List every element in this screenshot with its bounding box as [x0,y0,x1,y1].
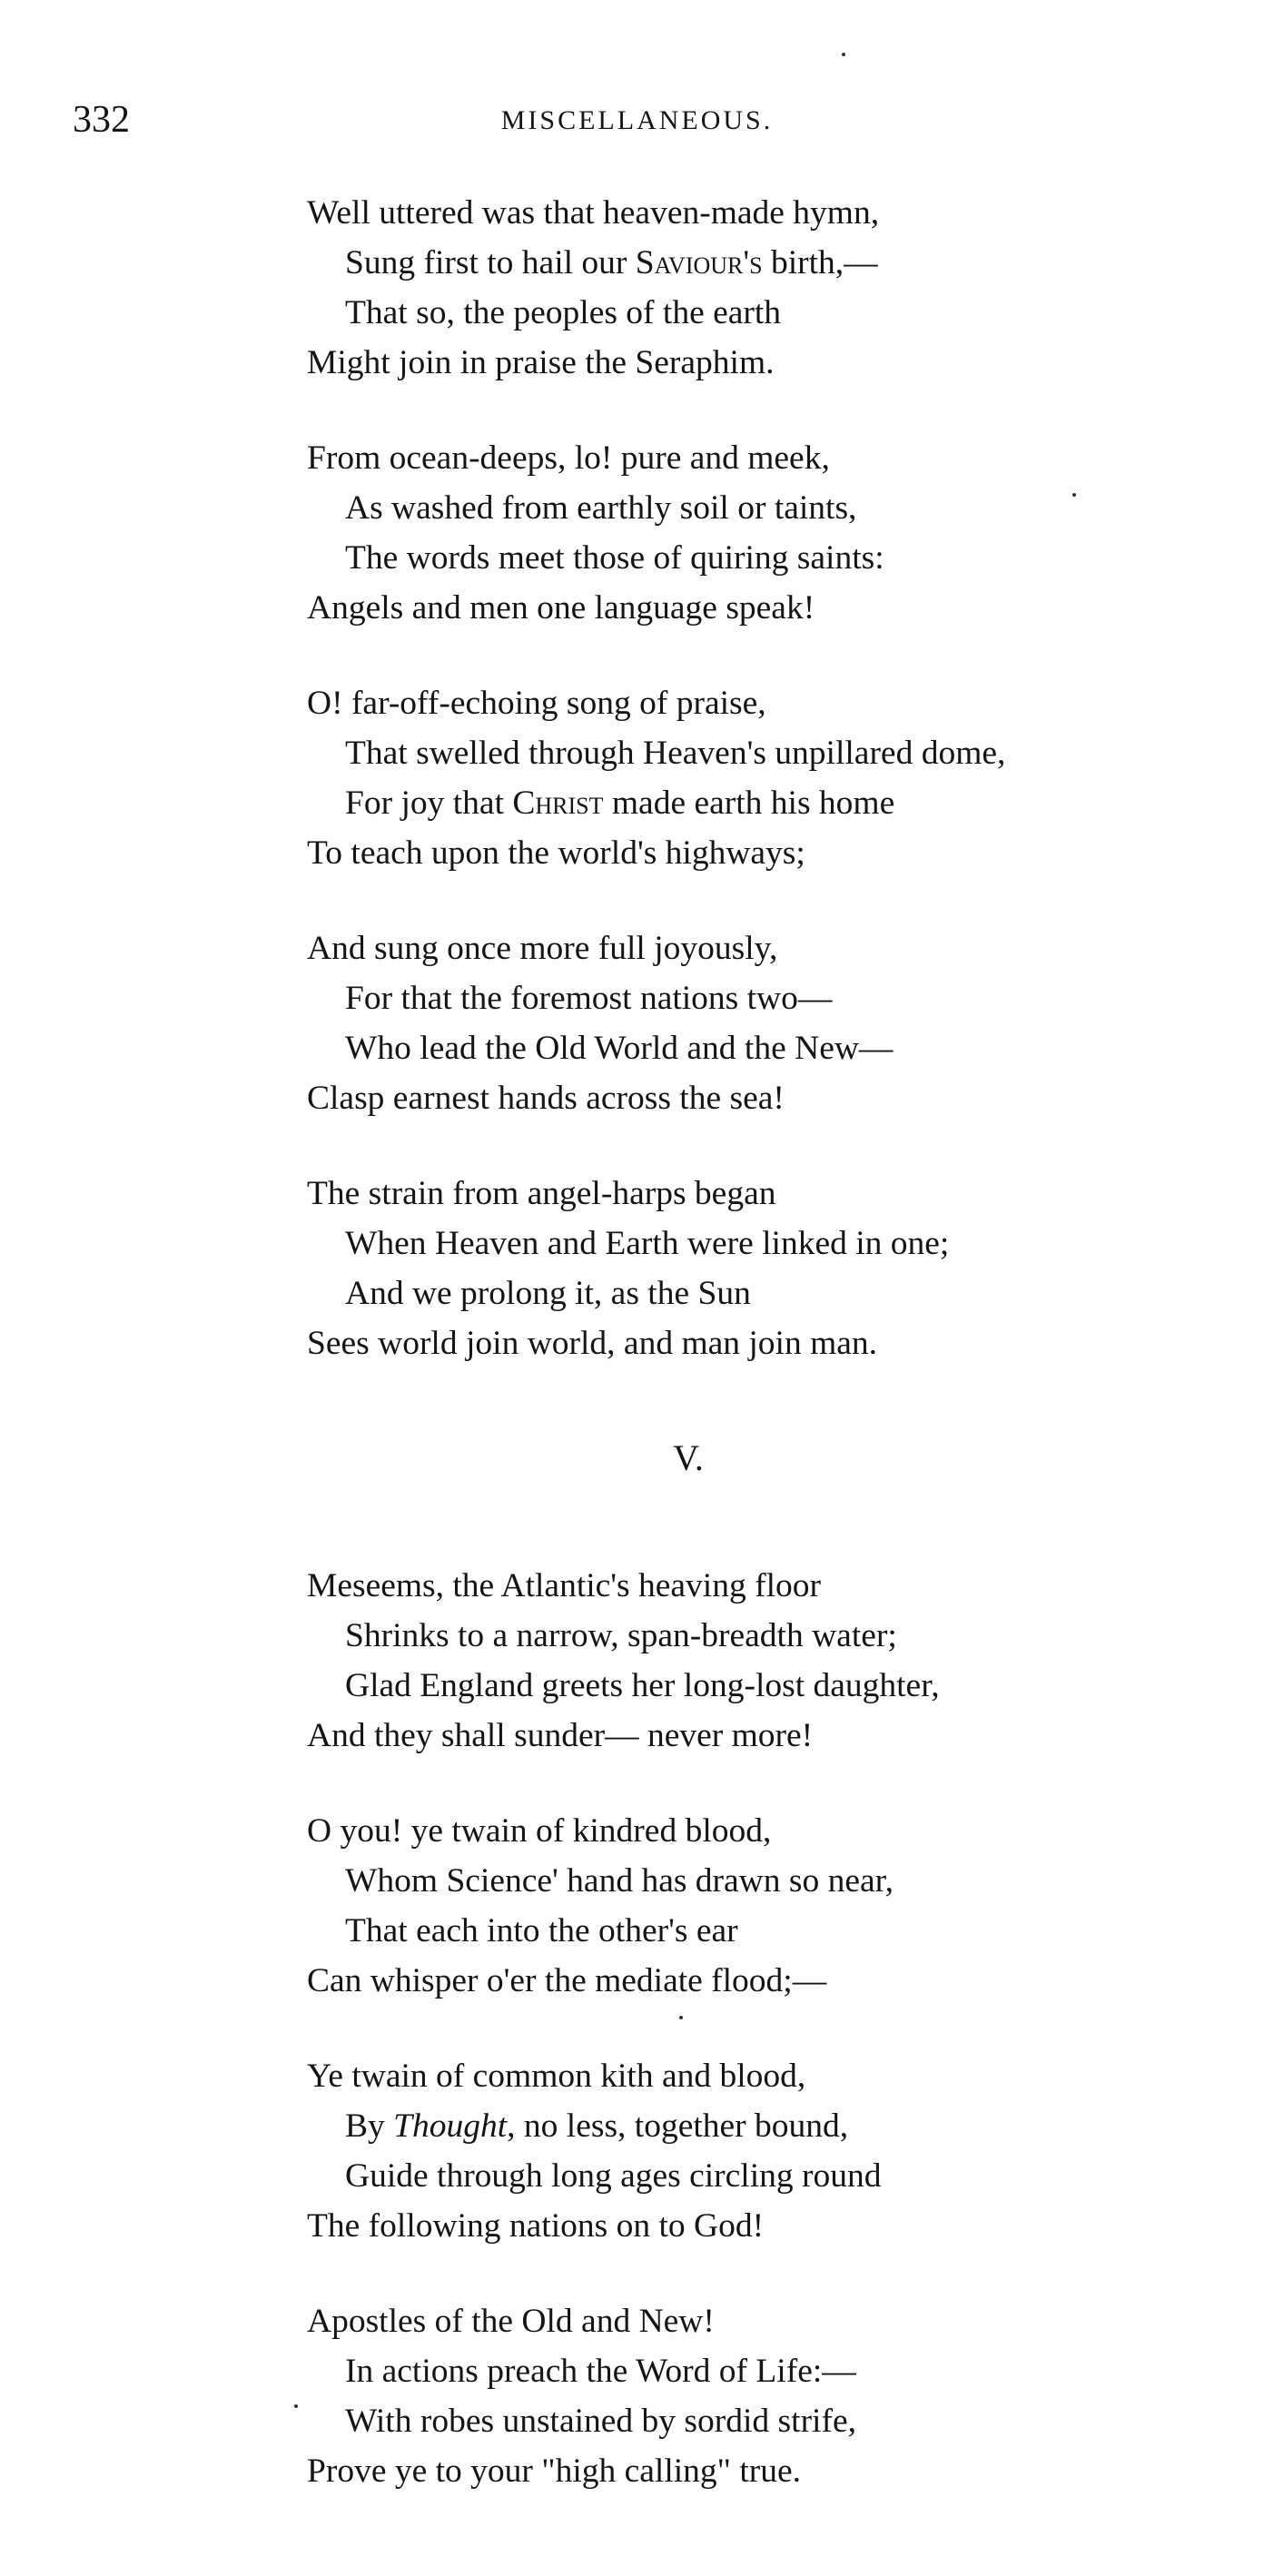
verse-line: And they shall sunder— never more! [307,1717,814,1754]
verse-line: That so, the peoples of the earth [345,294,782,331]
poem-section-v [307,1561,1233,2496]
running-head: MISCELLANEOUS. [500,105,774,135]
poem-body [307,188,1233,2496]
verse-line: For joy that Christ made earth his home [345,785,895,822]
page-header [0,98,1274,153]
verse-line: From ocean-deeps, lo! pure and meek, [307,439,830,477]
verse-line: Might join in praise the Seraphim. [307,344,775,381]
print-speck [679,2016,683,2019]
verse-line: Sees world join world, and man join man. [307,1325,878,1362]
stanza [307,923,1233,1123]
verse-line: Ye twain of common kith and blood, [307,2058,806,2095]
verse-line: When Heaven and Earth were linked in one; [345,1225,950,1262]
stanza [307,2051,1233,2251]
verse-line: To teach upon the world's highways; [307,834,805,872]
verse-line: The words meet those of quiring saints: [345,539,884,577]
stanza [307,678,1233,878]
verse-line: Sung first to hail our Saviour's birth,— [345,244,878,281]
verse-line: That swelled through Heaven's unpillared dome, [345,735,1006,772]
verse-line: Whom Science' hand has drawn so near, [345,1862,894,1900]
stanza [307,1806,1233,2006]
verse-line: O you! ye twain of kindred blood, [307,1812,772,1850]
verse-line: Glad England greets her long-lost daughter, [345,1667,940,1704]
verse-line: That each into the other's ear [345,1912,738,1949]
poem-section-continued [307,188,1233,1368]
verse-line: Can whisper o'er the mediate flood;— [307,1962,827,1999]
verse-line: The following nations on to God! [307,2207,765,2245]
stanza [307,1169,1233,1368]
stanza [307,188,1233,388]
verse-line: With robes unstained by sordid strife, [345,2403,856,2440]
print-speck [294,2404,298,2408]
print-speck [1072,493,1076,497]
verse-line: Well uttered was that heaven-made hymn, [307,194,880,232]
verse-line: Shrinks to a narrow, span-breadth water; [345,1617,897,1654]
section-number: V. [673,1437,704,1478]
verse-line: The strain from angel-harps began [307,1175,776,1212]
verse-line: Apostles of the Old and New! [307,2303,715,2340]
stanza [307,2296,1233,2496]
verse-line: And we prolong it, as the Sun [345,1275,751,1312]
page-number: 332 [73,99,130,141]
stanza [307,1561,1233,1761]
verse-line: As washed from earthly soil or taints, [345,489,857,527]
verse-line: And sung once more full joyously, [307,930,778,967]
print-speck [842,53,845,56]
verse-line: Meseems, the Atlantic's heaving floor [307,1567,821,1604]
verse-line: Clasp earnest hands across the sea! [307,1080,785,1117]
verse-line: By Thought, no less, together bound, [345,2107,849,2145]
verse-line: Guide through long ages circling round [345,2157,882,2195]
verse-line: Who lead the Old World and the New— [345,1030,894,1067]
stanza [307,433,1233,633]
verse-line: For that the foremost nations two— [345,980,833,1017]
verse-line: In actions preach the Word of Life:— [345,2353,856,2390]
verse-line: O! far-off-echoing song of praise, [307,685,766,722]
verse-line: Prove ye to your "high calling" true. [307,2453,802,2490]
verse-line: Angels and men one language speak! [307,589,815,627]
